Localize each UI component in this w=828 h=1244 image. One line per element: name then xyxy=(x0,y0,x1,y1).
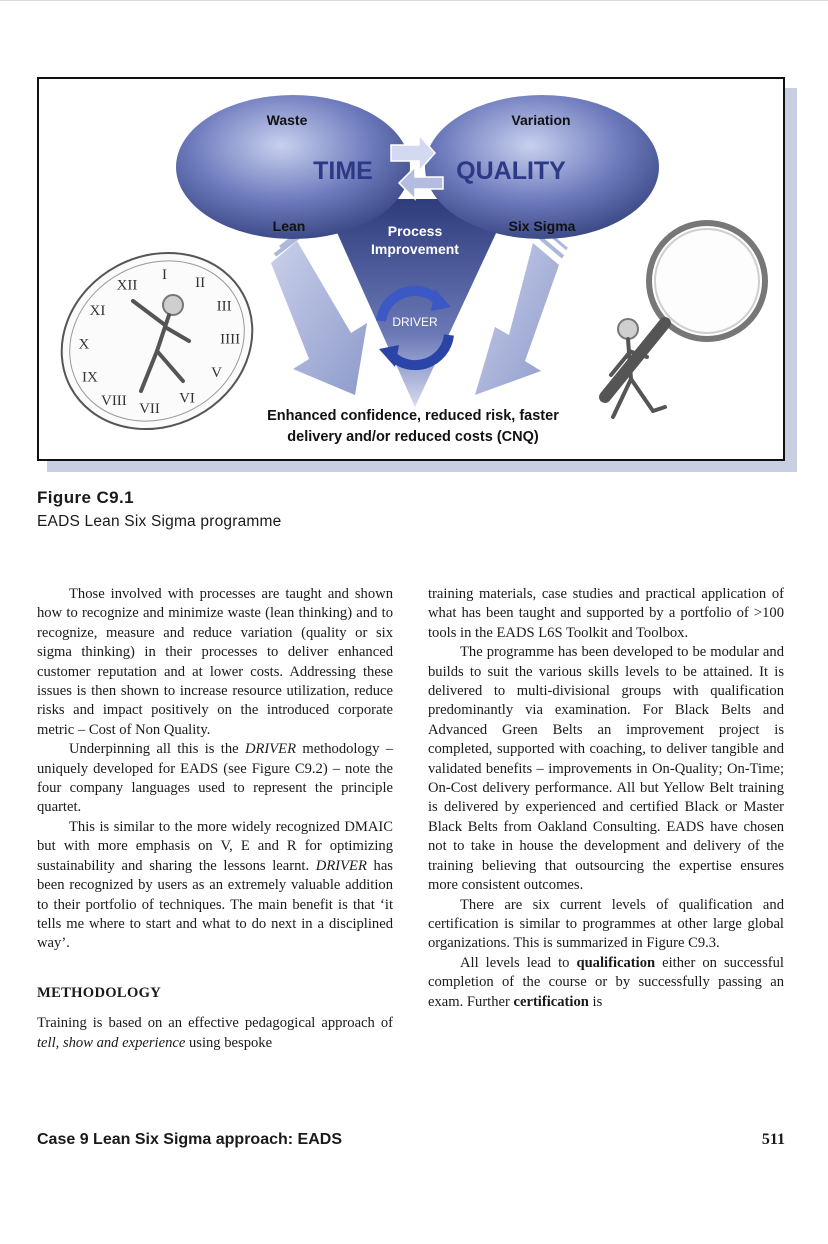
driver-label: DRIVER xyxy=(392,315,438,329)
right-column xyxy=(428,585,784,1012)
clock-numeral: XII xyxy=(116,277,138,294)
paragraph: All levels lead to qualification either on successful completion of the course or by successfully passing an exam. Further certification is xyxy=(428,954,784,1010)
outcome-line-2: delivery and/or reduced costs (CNQ) xyxy=(287,429,539,445)
page-number: 511 xyxy=(761,1131,785,1148)
paragraph: Those involved with processes are taught and shown how to recognize and minimize waste (lean thinking) and to recognize, measure and reduce variation (quality or six sigma thinking) in their processes to deliver enhanced customer reputation and at lower costs. Addressing these issues is then shown to increase resource utilization, reduce risks and impact positively on the introduced corporate metric – Cost of Non Quality. xyxy=(37,586,393,738)
figure-c9-1 xyxy=(37,77,785,461)
figure-caption-label: Figure C9.1 xyxy=(37,488,134,507)
paragraph: Training is based on an effective pedagogical approach of tell, show and experience using bespoke xyxy=(37,1015,393,1051)
paragraph: The programme has been developed to be modular and builds to suit the various skills levels to be attained. It is delivered to multi-divisional groups with qualification predominantly via examination. For Black Belts and Advanced Green Belts an improvement project is completed, supported with coaching, to deliver tangible and validated benefits – improvements in On-Quality; On-Time; On-Cost delivery performance. All but Yellow Belt training is delivered by experienced and certified Black or Master Black Belts from Oakland Consulting. EADS have chosen not to take in house the development and delivery of the training believing that outsourcing the expertise ensures more consistent outcomes. xyxy=(428,644,784,894)
paragraph: training materials, case studies and practical application of what has been taught and supported by a portfolio of >100 tools in the EADS L6S Toolkit and Toolbox. xyxy=(428,586,784,641)
clock-numeral: XI xyxy=(89,302,106,319)
clock-numeral: VIII xyxy=(100,393,127,410)
lean-label: Lean xyxy=(272,218,306,234)
clock-numeral: II xyxy=(195,274,206,291)
quality-label: QUALITY xyxy=(456,157,566,185)
section-heading: METHODOLOGY xyxy=(37,984,162,1001)
improvement-label: Improvement xyxy=(371,241,459,257)
six-sigma-label: Six Sigma xyxy=(508,218,576,234)
left-column xyxy=(37,585,393,1053)
right-down-arrow xyxy=(475,228,567,395)
figure-caption-text: EADS Lean Six Sigma programme xyxy=(37,513,282,530)
waste-label: Waste xyxy=(266,112,308,128)
clock-numeral: IX xyxy=(81,369,98,386)
paragraph: Underpinning all this is the DRIVER methodology – uniquely developed for EADS (see Figure C9.2) – note the four company languages used to represent the principle quartet. xyxy=(37,741,393,816)
lean-six-sigma-diagram xyxy=(39,79,785,461)
paragraph: There are six current levels of qualification and certification is similar to programmes at other large global organizations. This is summarized in Figure C9.3. xyxy=(428,896,784,952)
process-label: Process xyxy=(387,223,443,239)
paragraph: This is similar to the more widely recognized DMAIC but with more emphasis on V, E and R for optimizing sustainability and sharing the lessons learnt. DRIVER has been recognized by users as an extremely valuable addition to their portfolio of techniques. The main benefit is that ‘it tells me where to start and what to do next in a disciplined way’. xyxy=(37,818,393,952)
clock-numeral: VII xyxy=(139,400,160,417)
clock-numeral: V xyxy=(211,365,223,382)
clock-numeral: IIII xyxy=(220,331,241,348)
clock-numeral: III xyxy=(216,298,232,315)
outcome-line-1: Enhanced confidence, reduced risk, faster xyxy=(267,408,559,424)
clock-numeral: I xyxy=(162,267,167,284)
clock-numeral: VI xyxy=(179,390,195,407)
page-top-rule xyxy=(0,0,828,1)
time-label: TIME xyxy=(313,157,373,185)
variation-label: Variation xyxy=(511,112,571,128)
clock-numeral: X xyxy=(78,336,90,353)
running-footer: Case 9 Lean Six Sigma approach: EADS xyxy=(37,1131,342,1148)
